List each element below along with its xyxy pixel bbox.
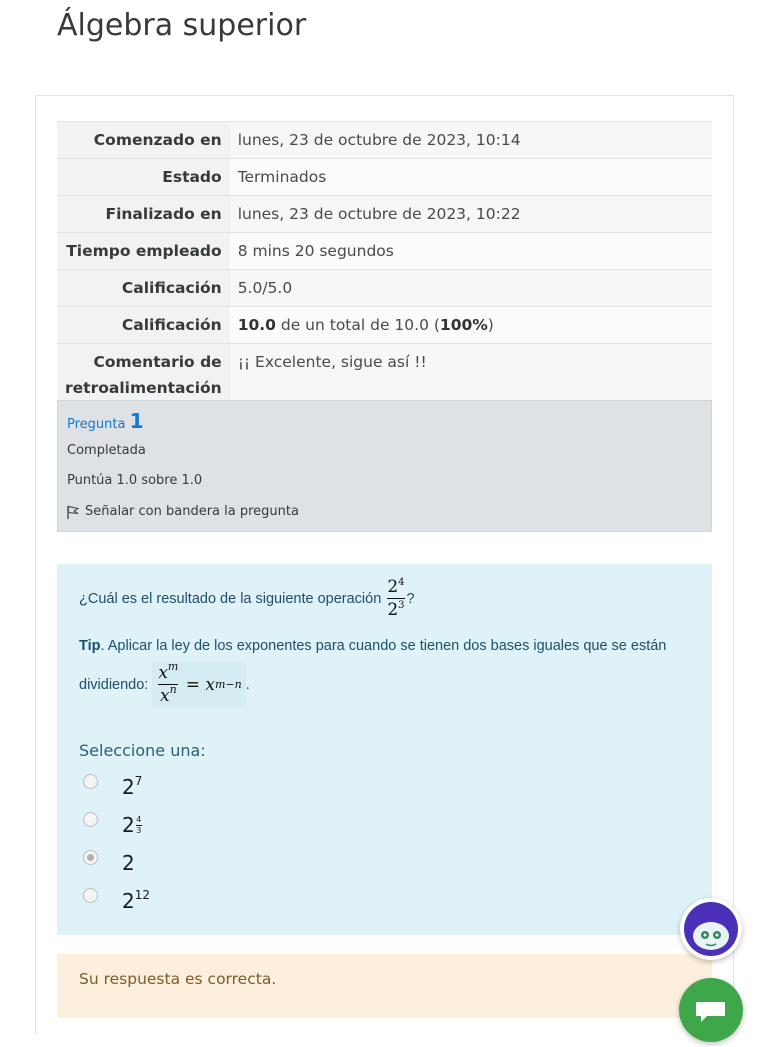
flag-label: Señalar con bandera la pregunta bbox=[85, 504, 299, 519]
question-info-panel bbox=[57, 400, 712, 532]
summary-row bbox=[57, 344, 712, 407]
summary-label: Calificación bbox=[57, 270, 230, 307]
formula-rhs-base: x bbox=[205, 674, 216, 695]
select-one-label: Seleccione una: bbox=[79, 741, 206, 760]
tip-body-cont: dividiendo: bbox=[79, 676, 149, 693]
summary-value: Terminados bbox=[230, 159, 712, 196]
answer-radio[interactable] bbox=[83, 812, 98, 827]
page-title: Álgebra superior bbox=[57, 8, 307, 43]
answer-radio-selected[interactable] bbox=[83, 850, 98, 865]
summary-label: Tiempo empleado bbox=[57, 233, 230, 270]
answer-radio[interactable] bbox=[83, 774, 98, 789]
summary-row bbox=[57, 196, 712, 233]
formula-num-exp: m bbox=[167, 660, 179, 673]
summary-value: lunes, 23 de octubre de 2023, 10:22 bbox=[230, 196, 712, 233]
tip-end: . bbox=[245, 676, 250, 693]
question-state: Completada bbox=[67, 443, 146, 458]
grade-percent: 100% bbox=[439, 316, 488, 334]
summary-label: Finalizado en bbox=[57, 196, 230, 233]
summary-value: ¡¡ Excelente, sigue así !! bbox=[230, 344, 712, 407]
answer-label: 2 $\frac{4}{3}$ bbox=[122, 813, 142, 837]
answer-option[interactable] bbox=[83, 844, 150, 882]
answer-label: 2 bbox=[122, 851, 135, 875]
summary-row bbox=[57, 233, 712, 270]
chat-button[interactable] bbox=[679, 978, 743, 1042]
summary-row bbox=[57, 307, 712, 344]
question-text bbox=[79, 578, 415, 619]
summary-label: Calificación bbox=[57, 307, 230, 344]
summary-row bbox=[57, 159, 712, 196]
tip-text bbox=[79, 638, 666, 654]
summary-value bbox=[230, 307, 712, 344]
answer-label: $2^{12}$ bbox=[122, 888, 151, 913]
summary-value: 5.0/5.0 bbox=[230, 270, 712, 307]
summary-row bbox=[57, 122, 712, 159]
answer-option[interactable] bbox=[83, 806, 150, 844]
summary-label: Comentario de retroalimentación bbox=[57, 344, 230, 407]
formula-den-base: x bbox=[160, 686, 170, 706]
fraction-num-base: 2 bbox=[387, 577, 399, 597]
attempt-summary-table bbox=[57, 121, 712, 406]
summary-label: Estado bbox=[57, 159, 230, 196]
assistant-bot-button[interactable] bbox=[680, 898, 742, 960]
grade-score: 10.0 bbox=[237, 316, 276, 334]
answer-option[interactable] bbox=[83, 768, 150, 806]
fraction-num-exp: 4 bbox=[398, 577, 405, 588]
tip-formula-line bbox=[79, 662, 250, 707]
flag-icon bbox=[67, 505, 79, 519]
question-number bbox=[67, 409, 144, 433]
question-formulation bbox=[57, 564, 712, 935]
question-text-end: ? bbox=[406, 590, 415, 607]
formula-equals: = bbox=[185, 674, 201, 695]
answer-label: $2^7$ bbox=[122, 774, 143, 799]
flag-question-link[interactable] bbox=[67, 504, 299, 519]
summary-row bbox=[57, 270, 712, 307]
fraction-den-exp: 3 bbox=[398, 600, 405, 611]
question-text-main: ¿Cuál es el resultado de la siguiente operación bbox=[79, 590, 382, 607]
question-grade: Puntúa 1.0 sobre 1.0 bbox=[67, 473, 203, 488]
grade-text: de un total de 10.0 ( bbox=[275, 316, 440, 334]
summary-value: 8 mins 20 segundos bbox=[230, 233, 712, 270]
summary-value: lunes, 23 de octubre de 2023, 10:14 bbox=[230, 122, 712, 159]
answer-radio[interactable] bbox=[83, 888, 98, 903]
answer-option[interactable] bbox=[83, 882, 150, 920]
answer-options bbox=[83, 768, 150, 920]
exponent-law-formula: $\frac{x^m}{x^n}$ = x m−n bbox=[152, 662, 245, 707]
question-number-value: 1 bbox=[129, 409, 144, 433]
assistant-bot-icon bbox=[680, 898, 742, 960]
fraction-den-base: 2 bbox=[387, 600, 399, 620]
answer-feedback: Su respuesta es correcta. bbox=[57, 954, 712, 1018]
summary-label: Comenzado en bbox=[57, 122, 230, 159]
grade-close: ) bbox=[487, 316, 494, 334]
formula-den-exp: n bbox=[169, 683, 177, 696]
tip-label: Tip bbox=[79, 638, 101, 654]
tip-body: . Aplicar la ley de los exponentes para cuando se tienen dos bases iguales que se están bbox=[100, 638, 667, 654]
formula-num-base: x bbox=[158, 663, 168, 683]
chat-icon bbox=[679, 978, 743, 1042]
question-fraction bbox=[387, 578, 404, 619]
question-prefix: Pregunta bbox=[67, 417, 126, 432]
